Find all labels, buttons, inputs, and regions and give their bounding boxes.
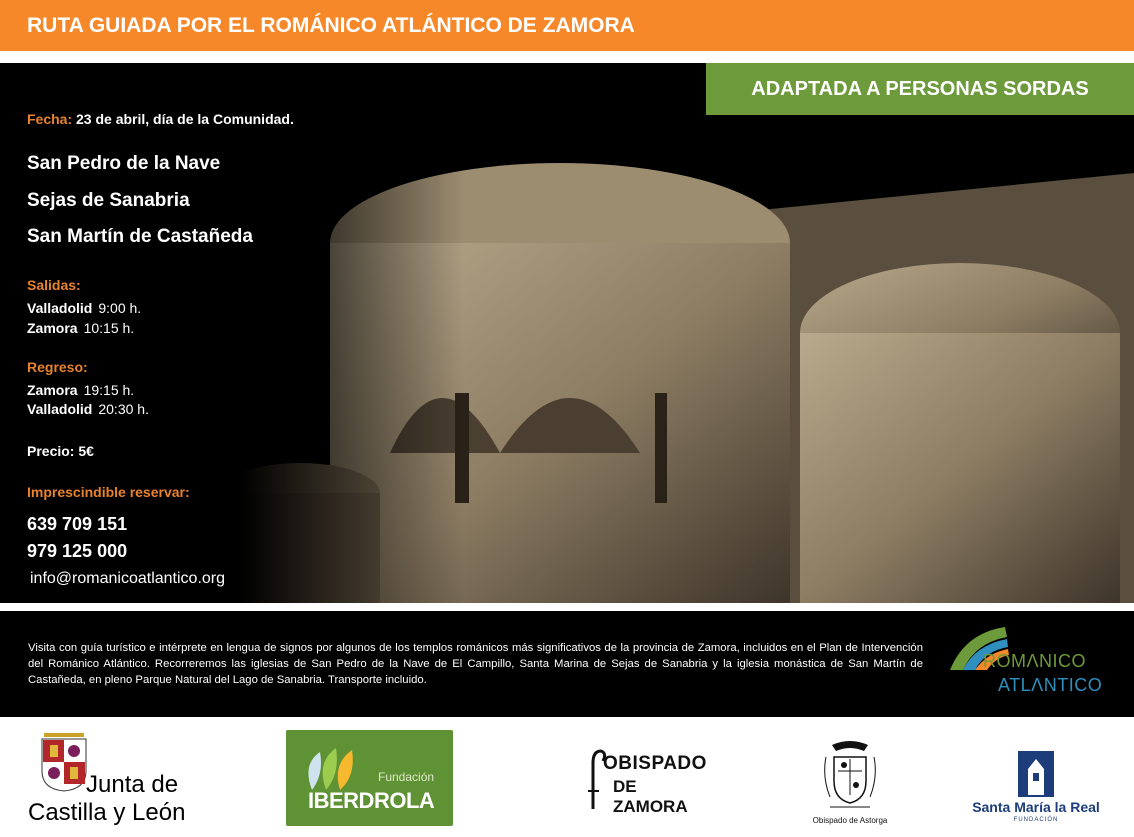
sponsor-logos: [0, 717, 1134, 837]
iberdrola-leaves-icon: [302, 744, 362, 794]
smr-name: Santa María la Real: [972, 799, 1100, 815]
salidas-label: Salidas:: [27, 277, 81, 293]
fundacion-iberdrola-logo: [286, 730, 453, 826]
bishop-crest-icon: [820, 737, 880, 813]
iberdrola-fundacion-text: Fundación: [378, 770, 435, 784]
description-band: [0, 611, 1134, 717]
obispado-line1: OBISPADO: [603, 753, 707, 774]
accessibility-badge: [706, 63, 1134, 115]
obispado-astorga-logo: [805, 737, 895, 832]
salida-row: [27, 320, 134, 336]
regreso-time: 20:30 h.: [98, 401, 149, 417]
romanico-top-text: ROMΛNICO: [983, 651, 1087, 671]
hero-section: [0, 63, 1134, 603]
salida-city: Valladolid: [27, 300, 93, 316]
salida-row: [27, 300, 141, 316]
church-name-2: Sejas de Sanabria: [27, 190, 190, 211]
salida-time: 9:00 h.: [98, 300, 142, 316]
badge-text: ADAPTADA A PERSONAS SORDAS: [751, 78, 1089, 100]
regreso-row: [27, 382, 134, 398]
church-name-1: San Pedro de la Nave: [27, 153, 221, 174]
obispado-line2: DE ZAMORA: [613, 777, 688, 816]
romanico-bottom-text: ATLΛNTICO: [998, 675, 1103, 695]
jcyl-line1: Junta de: [86, 771, 179, 798]
salida-time: 10:15 h.: [83, 320, 135, 336]
regreso-row: [27, 401, 149, 417]
romanico-atlantico-logo: [945, 625, 1115, 705]
iberdrola-name-text: IBERDROLA: [308, 788, 435, 813]
coat-of-arms-icon: [38, 729, 90, 793]
description-text: Visita con guía turístico e intérprete en lengua de signos por algunos de los templos románicos más significativos de la provincia de Zamora, incluidos en el Plan de Intervención del Románico Atlántico. Recorreremos las iglesias de San Pedro de la Nave de El Campillo, Santa Marina de Sejas de Sanabria y la iglesia monástica de San Martín de Castañeda, en pleno Parque Natural del Lago de Sanabria. Transporte incluido.: [28, 642, 923, 686]
divider: [0, 603, 1134, 611]
santa-maria-real-logo: [966, 749, 1106, 829]
church-photo: [240, 153, 1134, 603]
phone-number-1[interactable]: 639 709 151: [27, 514, 128, 534]
jcyl-line2: Castilla y León: [28, 799, 186, 826]
regreso-city: Valladolid: [27, 401, 93, 417]
price: Precio: 5€: [27, 443, 94, 459]
email-link[interactable]: info@romanicoatlantico.org: [30, 570, 226, 587]
date-value: 23 de abril, día de la Comunidad.: [72, 111, 294, 127]
date-line: [27, 111, 294, 127]
junta-castilla-leon-logo: [28, 729, 198, 829]
obispado-zamora-logo: [585, 747, 715, 817]
header-banner: [0, 0, 1134, 51]
astorga-text: Obispado de Astorga: [812, 816, 888, 825]
regreso-city: Zamora: [27, 382, 78, 398]
tower-icon: [1016, 751, 1056, 797]
salida-city: Zamora: [27, 320, 78, 336]
date-label: Fecha:: [27, 111, 73, 127]
header-title: RUTA GUIADA POR EL ROMÁNICO ATLÁNTICO DE ZAMORA: [27, 14, 635, 37]
regreso-time: 19:15 h.: [83, 382, 135, 398]
regreso-label: Regreso:: [27, 359, 88, 375]
phone-number-2[interactable]: 979 125 000: [27, 541, 128, 561]
smr-subtitle: FUNDACIÓN: [1013, 817, 1059, 823]
reserve-label: Imprescindible reservar:: [27, 484, 190, 500]
church-name-3: San Martín de Castañeda: [27, 226, 253, 247]
